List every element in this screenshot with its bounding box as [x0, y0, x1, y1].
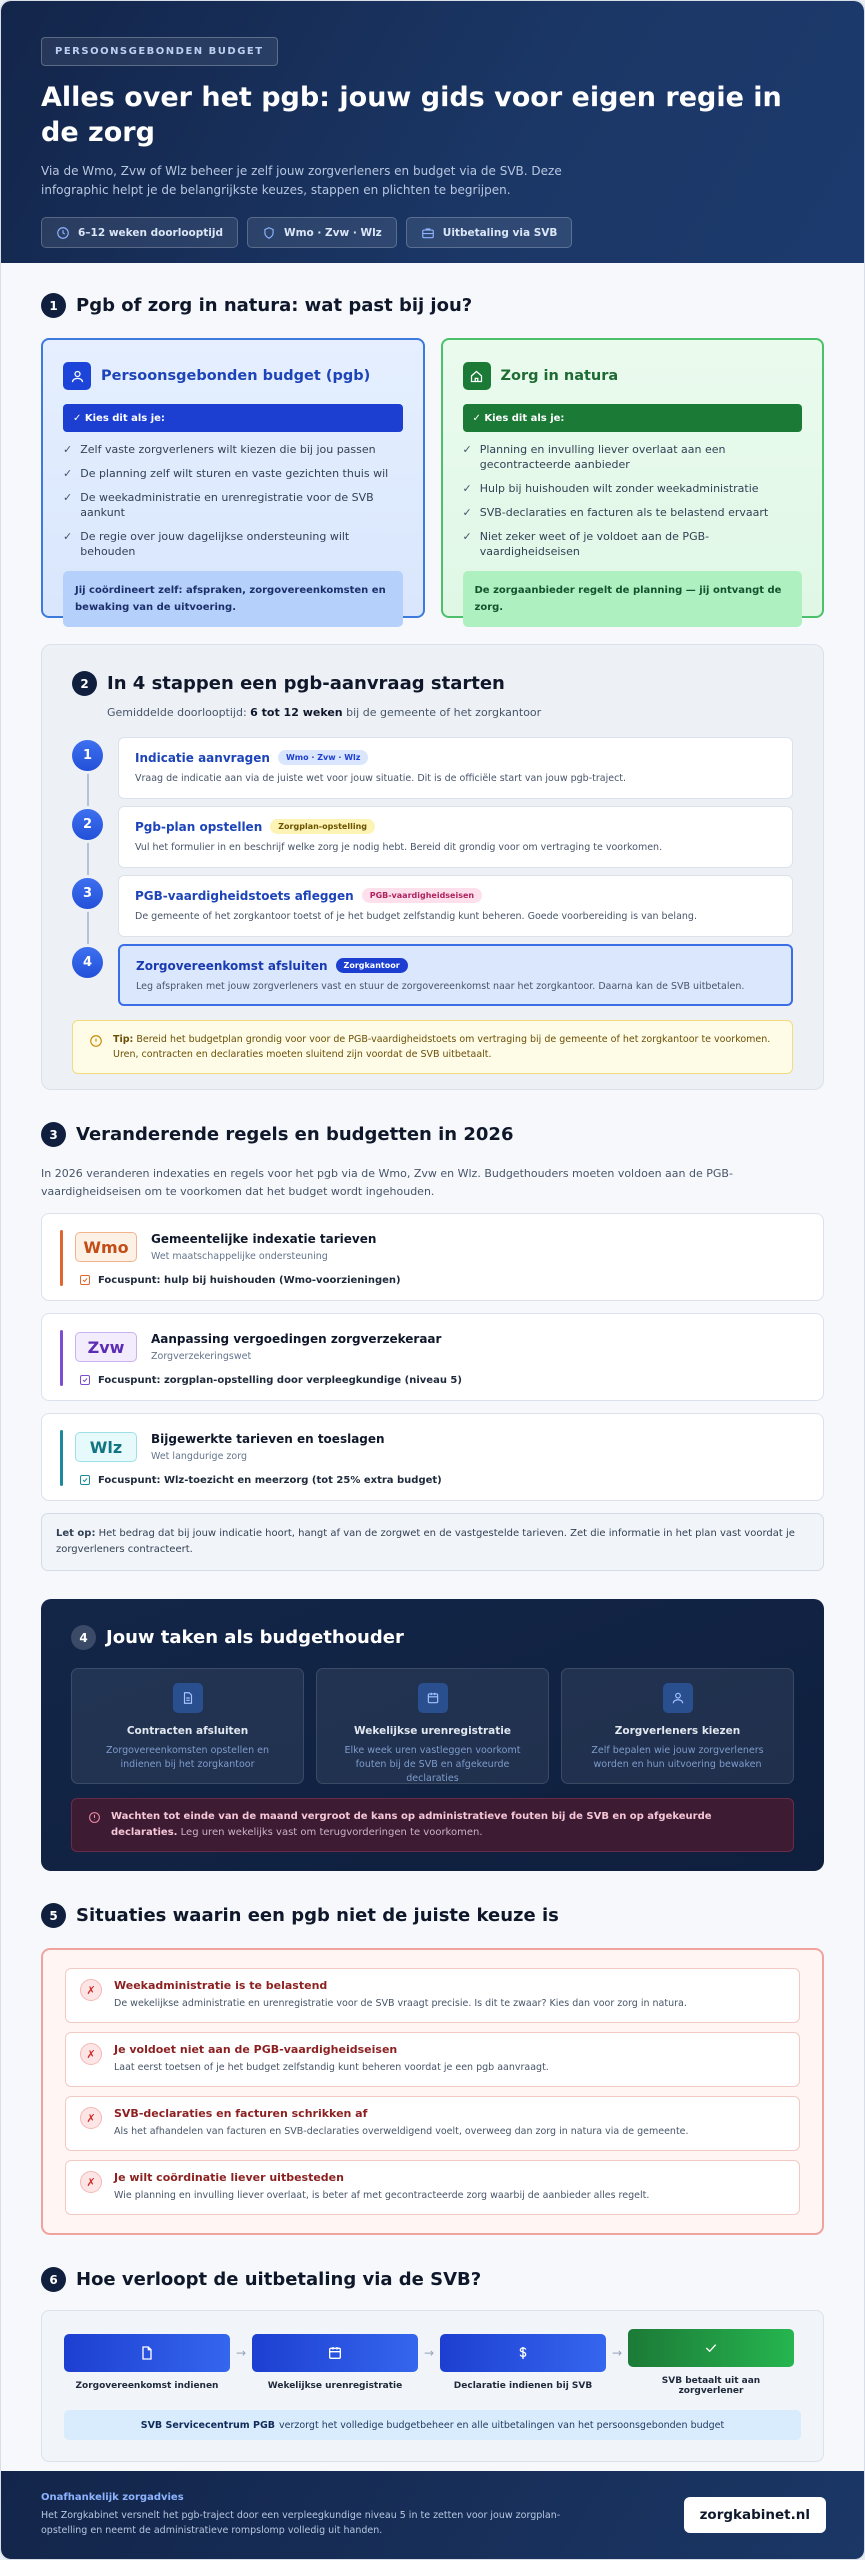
footer: [1, 2471, 865, 2559]
briefcase-icon: [421, 226, 435, 240]
x-icon: ✗: [80, 1979, 102, 2001]
section-title: [41, 293, 824, 318]
user-icon: [63, 362, 91, 390]
section-title: [41, 2267, 824, 2292]
section-number: 6: [41, 2267, 66, 2292]
warning-box: Wachten tot einde van de maand vergroot de kans op administratieve fouten bij de SVB en op afgekeurde declaraties. Leg uren wekelijks vast om terugvorderingen te voorkomen.: [71, 1798, 794, 1852]
step-title: Pgb-plan opstellen: [135, 819, 263, 834]
list-item: ✓ Zelf vaste zorgverleners wilt kiezen die bij jou passen: [63, 443, 376, 456]
section-heading: Hoe verloopt de uitbetaling via de SVB?: [76, 2269, 482, 2290]
section-heading: Pgb of zorg in natura: wat past bij jou?: [76, 295, 473, 316]
pill-label: Uitbetaling via SVB: [442, 226, 558, 239]
tip-box: Tip: Bereid het budgetplan grondig voor voor de PGB-vaardigheidstoets om vertraging bij de gemeente of het zorgkantoor te voorkomen. Uren, contracten en declaraties moeten sluitend zijn voordat de SVB uitbetaalt.: [72, 1020, 793, 1074]
section-number: 5: [41, 1903, 66, 1928]
arrow-icon: →: [235, 2345, 247, 2360]
step-number: 3: [72, 878, 103, 909]
letop-note: Let op: Het bedrag dat bij jouw indicatie hoort, hangt af van de zorgwet en de vastgestelde tarieven. Zet die informatie in het plan vast voordat je zorgverleners contracteert.: [41, 1513, 824, 1571]
section-situations: [1, 1903, 864, 2235]
section-heading: In 4 stappen een pgb-aanvraag starten: [107, 673, 505, 694]
list-item: ✓ De regie over jouw dagelijkse ondersteuning wilt behouden: [63, 530, 350, 558]
rule-sub: Zorgverzekeringswet: [151, 1351, 252, 1362]
footer-desc: Het Zorgkabinet versnelt het pgb-traject door een verpleegkundige niveau 5 in te zetten voor jouw zorgplan-opstelling en neemt de administratieve rompslomp volledig uit handen.: [41, 2510, 561, 2536]
check-icon: [628, 2329, 794, 2367]
check-icon: ✓: [462, 506, 472, 519]
hero-pills: [41, 217, 824, 248]
list-item: ✓ De weekadministratie en urenregistratie voor de SVB aankunt: [63, 491, 374, 519]
pgb-card-note: Jij coördineert zelf: afspraken, zorgovereenkomsten en bewaking van de uitvoering.: [63, 571, 403, 627]
section-number: 2: [72, 671, 97, 696]
natura-card-title: Zorg in natura: [500, 368, 619, 384]
rule-focus: Focuspunt: hulp bij huishouden (Wmo-voorzieningen): [79, 1274, 401, 1286]
clock-icon: [56, 226, 70, 240]
natura-card-note: De zorgaanbieder regelt de planning — jij ontvangt de zorg.: [463, 571, 803, 627]
brand-link[interactable]: zorgkabinet.nl: [684, 2497, 826, 2533]
task-title: Contracten afsluiten: [126, 1725, 249, 1737]
step-desc: De gemeente of het zorgkantoor toetst of je het budget zelfstandig kunt beheren. Goede voorbereiding is van belang.: [135, 911, 697, 922]
law-badge: Wmo: [75, 1232, 137, 1262]
checkbox-icon: [79, 1374, 91, 1386]
step-card: [118, 737, 793, 799]
task-title: Wekelijkse urenregistratie: [354, 1725, 511, 1737]
x-icon: ✗: [80, 2043, 102, 2065]
flow-step: Declaratie indienen bij SVB: [440, 2334, 606, 2391]
task-card-contracts: [71, 1668, 304, 1784]
section-rules: [1, 1122, 864, 1571]
section-tasks: [41, 1599, 824, 1871]
list-item: ✓ Niet zeker weet of je voldoet aan de PGB-vaardigheidseisen: [462, 530, 710, 558]
accent-bar: [60, 1230, 63, 1286]
accent-bar: [60, 1430, 63, 1486]
list-item: ✓ De planning zelf wilt sturen en vaste gezichten thuis wil: [63, 467, 389, 480]
task-desc: Elke week uren vastleggen voorkomt fouten bij de SVB en afgekeurde declaraties: [344, 1745, 521, 1784]
rule-card-wmo: [41, 1213, 824, 1301]
flow-step: Zorgovereenkomst indienen: [64, 2334, 230, 2391]
step-4: [72, 944, 793, 1006]
rule-card-zvw: [41, 1313, 824, 1401]
check-icon: ✓: [63, 491, 73, 504]
hero: [1, 1, 864, 263]
step-card: [118, 875, 793, 937]
natura-kies-label: ✓ Kies dit als je:: [463, 404, 803, 432]
step-tag: Zorgplan-opstelling: [270, 819, 375, 834]
check-icon: ✓: [63, 443, 73, 456]
check-icon: ✓: [462, 530, 472, 543]
section-number: 1: [41, 293, 66, 318]
svb-service-bar: SVB Servicecentrum PGB verzorgt het volledige budgetbeheer en alle uitbetalingen van het persoonsgebonden budget: [64, 2410, 801, 2440]
step-3: [72, 875, 793, 937]
pgb-card: [41, 338, 425, 618]
calendar-icon: [418, 1683, 448, 1713]
calendar-icon: [252, 2334, 418, 2372]
pgb-list: [63, 442, 403, 559]
step-number: 4: [72, 947, 103, 978]
rule-focus: Focuspunt: zorgplan-opstelling door verpleegkundige (niveau 5): [79, 1374, 462, 1386]
rule-title: Aanpassing vergoedingen zorgverzekeraar: [151, 1332, 442, 1346]
checkbox-icon: [79, 1474, 91, 1486]
pgb-kies-label: ✓ Kies dit als je:: [63, 404, 403, 432]
section-number: 4: [71, 1625, 96, 1650]
accent-bar: [60, 1330, 63, 1386]
rule-title: Bijgewerkte tarieven en toeslagen: [151, 1432, 385, 1446]
steps-duration: Gemiddelde doorlooptijd: 6 tot 12 weken bij de gemeente of het zorgkantoor: [107, 706, 542, 719]
task-card-caregivers: [561, 1668, 794, 1784]
step-card-active: [118, 944, 793, 1006]
pill-payment: [406, 217, 573, 248]
document-icon: [64, 2334, 230, 2372]
step-tag: Wmo · Zvw · Wlz: [278, 750, 369, 765]
step-tag: PGB-vaardigheidseisen: [362, 888, 482, 903]
step-desc: Vul het formulier in en beschrijf welke zorg je nodig hebt. Bereid dit grondig voor om vertraging te voorkomen.: [135, 842, 663, 853]
rule-sub: Wet maatschappelijke ondersteuning: [151, 1251, 328, 1262]
flow-step: Wekelijkse urenregistratie: [252, 2334, 418, 2391]
section-payment: [1, 2267, 864, 2462]
hero-subtitle: Via de Wmo, Zvw of Wlz beheer je zelf jouw zorgverleners en budget via de SVB. Deze infographic helpt je de belangrijkste keuzes, stappen en plichten te begrijpen.: [41, 164, 562, 197]
rule-title: Gemeentelijke indexatie tarieven: [151, 1232, 377, 1246]
law-badge: Zvw: [75, 1332, 137, 1362]
rule-focus: Focuspunt: Wlz-toezicht en meerzorg (tot 25% extra budget): [79, 1474, 442, 1486]
info-icon: [89, 1034, 103, 1048]
alert-icon: [88, 1811, 101, 1824]
step-tag: Zorgkantoor: [336, 958, 408, 973]
step-number: 1: [72, 740, 103, 771]
step-title: Zorgovereenkomst afsluiten: [136, 958, 328, 973]
task-desc: Zorgovereenkomsten opstellen en indienen bij het zorgkantoor: [106, 1745, 269, 1770]
section-steps: [41, 644, 824, 1090]
situation-item: ✗ Weekadministratie is te belastend De wekelijkse administratie en urenregistratie voor de SVB vraagt precisie. Is dit te zwaar? Kies dan voor zorg in natura.: [65, 1968, 800, 2023]
step-number: 2: [72, 809, 103, 840]
step-card: [118, 806, 793, 868]
check-icon: ✓: [462, 443, 472, 456]
natura-list: [463, 442, 803, 559]
pgb-card-title: Persoonsgebonden budget (pgb): [101, 368, 371, 384]
pill-label: 6–12 weken doorlooptijd: [78, 226, 223, 239]
step-title: Indicatie aanvragen: [135, 750, 270, 765]
page-title: Alles over het pgb: jouw gids voor eigen regie in de zorg: [41, 82, 782, 148]
arrow-icon: →: [611, 2345, 623, 2360]
pill-laws: [247, 217, 397, 248]
section-title: [71, 1625, 794, 1650]
section-heading: Veranderende regels en budgetten in 2026: [76, 1124, 514, 1145]
rules-intro: In 2026 veranderen indexaties en regels voor het pgb via de Wmo, Zvw en Wlz. Budgethouders moeten voldoen aan de PGB-vaardigheidseisen om te voorkomen dat het budget wordt ingehouden.: [41, 1167, 733, 1198]
natura-card: [441, 338, 825, 618]
home-icon: [463, 362, 491, 390]
pill-duration: [41, 217, 238, 248]
situation-item: ✗ SVB-declaraties en facturen schrikken af Als het afhandelen van facturen en SVB-declaraties overweldigend voelt, overweeg dan zorg in natura via de gemeente.: [65, 2096, 800, 2151]
rule-sub: Wet langdurige zorg: [151, 1451, 247, 1462]
arrow-icon: →: [423, 2345, 435, 2360]
shield-icon: [262, 226, 276, 240]
check-icon: ✓: [63, 467, 73, 480]
section-heading: Jouw taken als budgethouder: [106, 1627, 404, 1648]
situations-box: [41, 1948, 824, 2235]
situation-item: ✗ Je wilt coördinatie liever uitbesteden Wie planning en invulling liever overlaat, is beter af met gecontracteerde zorg waarbij de aanbieder alles regelt.: [65, 2160, 800, 2215]
section-title: [41, 1903, 824, 1928]
task-desc: Zelf bepalen wie jouw zorgverleners worden en hun uitvoering bewaken: [591, 1745, 764, 1770]
law-badge: Wlz: [75, 1432, 137, 1462]
document-icon: [173, 1683, 203, 1713]
dollar-icon: [440, 2334, 606, 2372]
step-desc: Leg afspraken met jouw zorgverleners vast en stuur de zorgovereenkomst naar het zorgkantoor. Daarna kan de SVB uitbetalen.: [136, 981, 745, 992]
task-card-hours: [316, 1668, 549, 1784]
section-heading: Situaties waarin een pgb niet de juiste keuze is: [76, 1905, 559, 1926]
rule-card-wlz: [41, 1413, 824, 1501]
list-item: ✓ Hulp bij huishouden wilt zonder weekadministratie: [462, 482, 759, 495]
list-item: ✓ SVB-declaraties en facturen als te belastend ervaart: [462, 506, 769, 519]
x-icon: ✗: [80, 2107, 102, 2129]
step-title: PGB-vaardigheidstoets afleggen: [135, 888, 354, 903]
check-icon: ✓: [462, 482, 472, 495]
hero-badge: PERSOONSGEBONDEN BUDGET: [41, 37, 278, 66]
flow-step: SVB betaalt uit aan zorgverlener: [628, 2329, 794, 2396]
user-icon: [663, 1683, 693, 1713]
step-desc: Vraag de indicatie aan via de juiste wet voor jouw situatie. Dit is de officiële start van jouw pgb-traject.: [135, 773, 627, 784]
check-icon: ✓: [63, 530, 73, 543]
situation-item: ✗ Je voldoet niet aan de PGB-vaardigheidseisen Laat eerst toetsen of je het budget zelfstandig kunt beheren voordat je een pgb aanvraagt.: [65, 2032, 800, 2087]
footer-title: Onafhankelijk zorgadvies: [41, 2492, 184, 2503]
pill-label: Wmo · Zvw · Wlz: [284, 226, 382, 239]
section-number: 3: [41, 1122, 66, 1147]
section-title: [41, 1122, 824, 1147]
section-title: [72, 671, 793, 696]
step-1: [72, 737, 793, 799]
section-comparison: [1, 293, 864, 618]
payment-flow: [41, 2310, 824, 2462]
x-icon: ✗: [80, 2171, 102, 2193]
task-title: Zorgverleners kiezen: [614, 1725, 741, 1737]
list-item: ✓ Planning en invulling liever overlaat aan een gecontracteerde aanbieder: [462, 443, 726, 471]
checkbox-icon: [79, 1274, 91, 1286]
step-2: [72, 806, 793, 868]
